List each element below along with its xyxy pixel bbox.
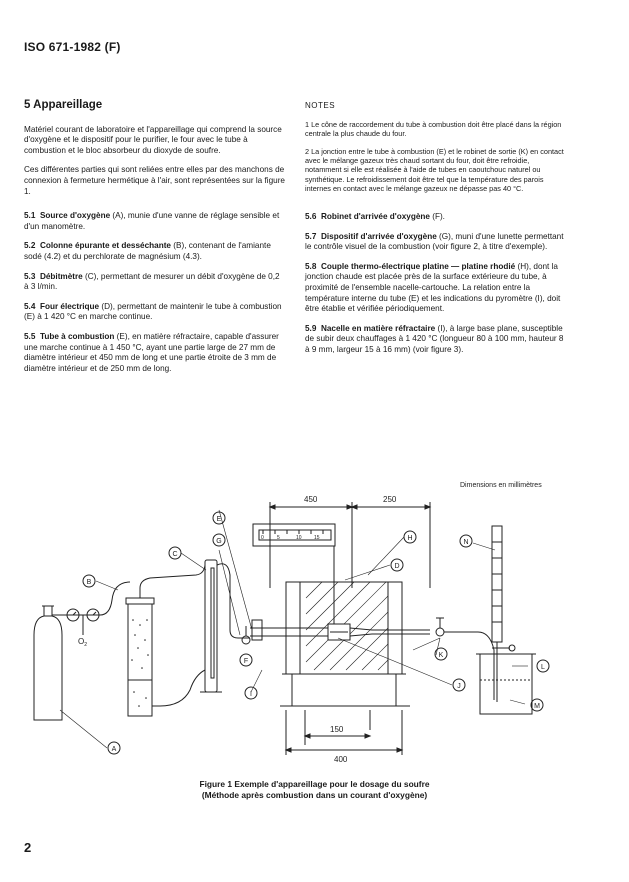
item-5-2 bbox=[24, 241, 286, 262]
item-title: Nacelle en matière réfractaire bbox=[320, 323, 436, 333]
item-title: Source d'oxygène bbox=[39, 211, 111, 221]
item-title: Débitmètre bbox=[39, 271, 83, 281]
bottom-dimensions bbox=[286, 710, 402, 755]
column-packing bbox=[131, 619, 149, 707]
scale-tick-10: 10 bbox=[296, 535, 302, 541]
label-c: C bbox=[172, 551, 178, 558]
item-text: (B), contenant de l'amiante sodé (4.2) et du perchlorate de magnésium (4.3). bbox=[24, 241, 271, 261]
caption-line-1: Figure 1 Exemple d'appareillage pour le dosage du soufre bbox=[199, 779, 430, 789]
document-header: ISO 671-1982 (F) bbox=[24, 40, 121, 54]
oxygen-valve bbox=[242, 620, 262, 644]
section-title: 5 Appareillage bbox=[24, 99, 103, 111]
caption-line-2: (Méthode après combustion dans un courant d'oxygène) bbox=[201, 790, 428, 800]
purifying-column bbox=[126, 565, 205, 716]
label-n: N bbox=[463, 539, 469, 546]
item-number: 5.3 bbox=[24, 271, 36, 281]
o2-label bbox=[78, 637, 87, 648]
dimensions-note: Dimensions en millimètres bbox=[460, 482, 542, 489]
label-b: B bbox=[86, 579, 92, 586]
item-title: Colonne épurante et desséchante bbox=[39, 241, 171, 251]
item-text: (E), en matière réfractaire, capable d'assurer une marche continue à 1 450 °C, ayant une partie large de 27 mm de diamètre intérieur et 450 mm de long et une partie étroite de 3 mm de diamètre intérieur et de 250 mm de long. bbox=[24, 331, 279, 373]
item-number: 5.5 bbox=[24, 331, 36, 341]
scale-tick-15: 15 bbox=[314, 535, 320, 541]
item-5-9 bbox=[305, 324, 567, 356]
item-number: 5.2 bbox=[24, 241, 36, 251]
label-l: L bbox=[541, 664, 545, 671]
item-number: 5.1 bbox=[24, 211, 36, 221]
item-text: (F). bbox=[429, 212, 445, 222]
dim-150: 150 bbox=[330, 725, 344, 734]
item-number: 5.8 bbox=[305, 261, 317, 271]
label-e: E bbox=[216, 516, 222, 523]
label-m: M bbox=[534, 703, 540, 710]
item-title: Dispositif d'arrivée d'oxygène bbox=[320, 231, 437, 241]
oxygen-cylinder bbox=[34, 606, 100, 720]
item-5-4 bbox=[24, 302, 286, 323]
scale-tick-0: 0 bbox=[261, 535, 264, 541]
label-j: J bbox=[457, 683, 461, 690]
label-d: D bbox=[394, 563, 400, 570]
dim-450: 450 bbox=[304, 495, 318, 504]
label-f: F bbox=[243, 658, 249, 665]
dim-250: 250 bbox=[383, 495, 397, 504]
furnace bbox=[280, 582, 410, 706]
intro-paragraph-2: Ces différentes parties qui sont reliées entre elles par des manchons de connexion à fermeture hermétique à l'air, sont représentées sur la figure 1. bbox=[24, 165, 285, 196]
pyrometer bbox=[253, 524, 335, 570]
intro-paragraph: Matériel courant de laboratoire et l'appareillage qui comprend la source d'oxygène et le dispositif pour le purifier, le four avec le tube à combustion et le bloc absorbeur du dioxyde de soufre. bbox=[24, 124, 282, 155]
note-2: 2 La jonction entre le tube à combustion (E) et le robinet de sortie (K) en contact avec le mélange gazeux très chaud sortant du four, doit être refroidie, notamment si elle est réalisée à l'aide de tubes en caoutchouc naturel ou synthétique. Le refroidissement doit être tel que la température des parois internes en contact avec le mélange gazeux ne dépasse pas 40 °C. bbox=[305, 147, 564, 193]
label-g: G bbox=[216, 538, 222, 545]
item-5-3 bbox=[24, 272, 286, 293]
label-i: I bbox=[250, 691, 252, 698]
o2-label-text: O bbox=[78, 637, 85, 646]
notes-title: NOTES bbox=[305, 101, 336, 110]
apparatus-figure bbox=[0, 470, 629, 770]
dim-400: 400 bbox=[334, 755, 348, 764]
item-title: Tube à combustion bbox=[39, 331, 115, 341]
item-number: 5.6 bbox=[305, 212, 317, 222]
item-title: Four électrique bbox=[39, 301, 100, 311]
item-5-5 bbox=[24, 332, 286, 374]
scale-tick-5: 5 bbox=[277, 535, 280, 541]
item-number: 5.9 bbox=[305, 323, 317, 333]
label-h: H bbox=[407, 535, 413, 542]
item-text: (D), permettant de maintenir le tube à combustion (E) à 1 420 °C en marche continue. bbox=[24, 301, 282, 322]
item-text: (A), munie d'une vanne de réglage sensible et d'un manomètre. bbox=[24, 211, 280, 231]
callout-labels bbox=[83, 512, 549, 754]
item-number: 5.7 bbox=[305, 231, 317, 241]
item-text: (I), à large base plane, susceptible de subir deux chauffages à 1 420 °C (longueur 80 à 100 mm, hauteur 8 à 9 mm, largeur 15 à 16 mm) (voir figure 3). bbox=[305, 323, 564, 354]
figure-caption bbox=[0, 779, 629, 801]
item-number: 5.4 bbox=[24, 301, 36, 311]
item-5-6 bbox=[305, 212, 567, 223]
item-5-8 bbox=[305, 262, 567, 315]
flowmeter bbox=[152, 560, 250, 706]
burette bbox=[492, 526, 515, 702]
page-number: 2 bbox=[24, 840, 32, 855]
item-5-7 bbox=[305, 232, 567, 253]
absorber-vessel bbox=[476, 654, 536, 714]
left-column bbox=[24, 100, 286, 383]
item-text: (G), muni d'une lunette permettant le contrôle visuel de la combustion (voir figure 2, à titre d'exemple). bbox=[305, 231, 564, 252]
right-column bbox=[305, 101, 567, 365]
item-text: (H), dont la jonction chaude est placée près de la surface extérieure du tube, à proximité de l'ensemble nacelle-cartouche. La relation entre la température interne du tube (E) et les indications du pyromètre (I), doit être établie et vérifiée périodiquement. bbox=[305, 261, 561, 314]
o2-subscript: 2 bbox=[84, 642, 88, 648]
top-dimension-line bbox=[270, 502, 430, 588]
item-5-1 bbox=[24, 211, 286, 232]
item-text: (C), permettant de mesurer un débit d'oxygène de 0,2 à 3 l/min. bbox=[24, 271, 280, 292]
note-1: 1 Le cône de raccordement du tube à combustion doit être placé dans la région centrale la plus chaude du four. bbox=[305, 119, 562, 138]
combustion-tube bbox=[250, 570, 430, 640]
label-k: K bbox=[438, 652, 444, 659]
item-title: Robinet d'arrivée d'oxygène bbox=[320, 212, 430, 222]
item-title: Couple thermo-électrique platine — platine rhodié bbox=[320, 261, 516, 271]
label-a: A bbox=[111, 746, 117, 753]
